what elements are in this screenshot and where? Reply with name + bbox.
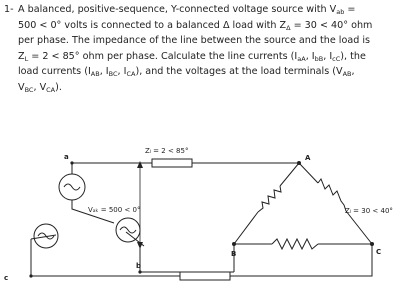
problem-line-4: $Z_L = 2 < 85^\circ$ ohm per phase. Calculate the line currents ($I_{aA}$, $I_{bB}$, $I_{cC}$), the bbox=[18, 50, 366, 63]
zdelta-label: Zₗ = 30 < 40° bbox=[345, 207, 393, 215]
problem-line-3: per phase. The impedance of the line between the source and the load is bbox=[18, 35, 371, 47]
problem-line-5: load currents ($I_{AB}$, $I_{BC}$, $I_{CA}$), and the voltages at the load terminals ($V_{AB}$, bbox=[18, 66, 355, 79]
line-wire-c bbox=[31, 244, 372, 276]
node-c-label: c bbox=[4, 274, 9, 282]
zl-label: Zₗ = 2 < 85° bbox=[145, 147, 189, 155]
problem-line-6: $V_{BC}$, $V_{CA}$). bbox=[18, 81, 62, 94]
problem-statement bbox=[4, 2, 416, 96]
delta-branch-ac-resistor bbox=[318, 179, 346, 211]
problem-line-2: 500 < 0° volts is connected to a balanced Δ load with $Z_\Delta = 30 < 40^\circ$ ohm bbox=[18, 19, 373, 32]
node-A-dot bbox=[297, 161, 301, 165]
node-C-label: C bbox=[376, 248, 382, 256]
problem-line-1: 1- A balanced, positive-sequence, Y-connected voltage source with $V_{ab}$ = bbox=[4, 4, 356, 16]
source-wire-b bbox=[126, 232, 144, 272]
delta-branch-ab-resistor bbox=[258, 186, 281, 212]
delta-branch-ac-wire bbox=[299, 163, 372, 244]
vab-label: Vₐₖ = 500 < 0° bbox=[88, 206, 141, 214]
node-B-label: B bbox=[231, 250, 237, 258]
problem-number: 1- bbox=[4, 4, 14, 15]
line-impedance-a bbox=[152, 159, 192, 167]
node-a-label: a bbox=[64, 153, 69, 161]
line-impedance-c bbox=[180, 272, 230, 280]
node-A-label: A bbox=[305, 154, 311, 162]
source-wire-a bbox=[72, 163, 114, 223]
node-B-dot bbox=[232, 242, 236, 246]
delta-branch-ab-wire bbox=[234, 163, 299, 272]
node-C-dot bbox=[370, 242, 374, 246]
node-b-label: b bbox=[136, 262, 142, 270]
delta-branch-bc-resistor bbox=[272, 239, 318, 249]
circuit-diagram bbox=[0, 112, 420, 291]
